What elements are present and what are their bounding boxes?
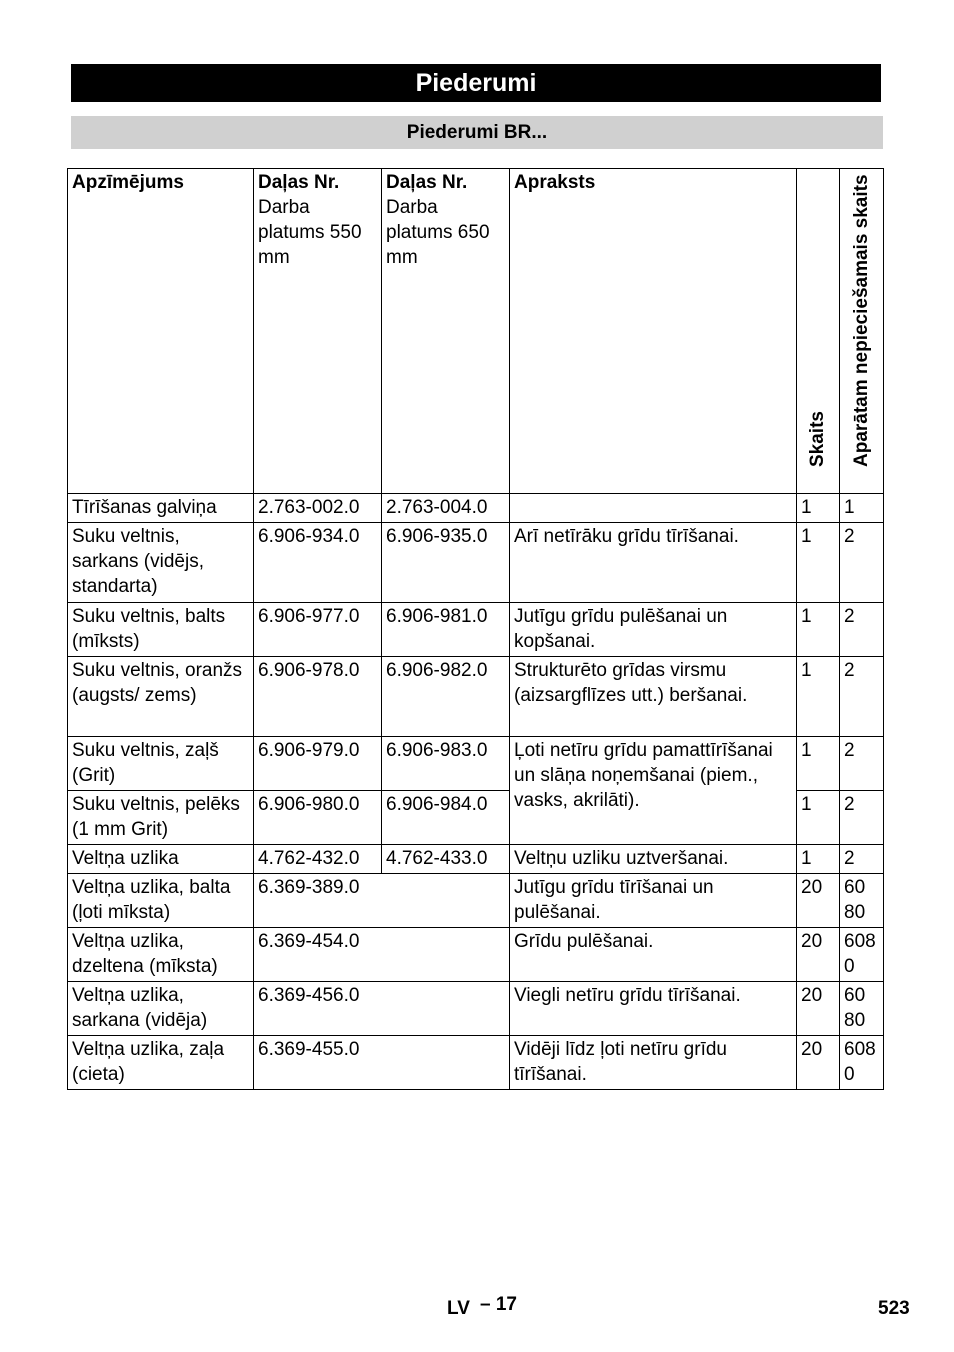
footer-local-page: – 17: [480, 1294, 517, 1315]
cell-part-550: 4.762-432.0: [254, 845, 382, 874]
cell-quantity: 20: [797, 874, 840, 928]
footer-language: LV: [447, 1298, 470, 1319]
cell-required: 2: [840, 737, 884, 791]
cell-description: [510, 494, 797, 523]
cell-part-650: 6.906-982.0: [382, 657, 510, 737]
table-row: [68, 657, 884, 737]
cell-part-550: 6.906-934.0: [254, 523, 382, 603]
cell-name: Veltņa uzlika, sarkana (vidēja): [68, 982, 254, 1036]
cell-required: 2: [840, 791, 884, 845]
cell-name: Veltņa uzlika, dzeltena (mīksta): [68, 928, 254, 982]
cell-part-650: 6.906-935.0: [382, 523, 510, 603]
cell-quantity: 20: [797, 982, 840, 1036]
cell-quantity: 1: [797, 494, 840, 523]
cell-part: 6.369-455.0: [254, 1036, 510, 1090]
cell-part-650: 4.762-433.0: [382, 845, 510, 874]
cell-part-550: 6.906-978.0: [254, 657, 382, 737]
cell-quantity: 20: [797, 928, 840, 982]
cell-part-550: 6.906-980.0: [254, 791, 382, 845]
cell-part: 6.369-456.0: [254, 982, 510, 1036]
cell-quantity: 1: [797, 657, 840, 737]
cell-description: Jutīgu grīdu tīrīšanai un pulēšanai.: [510, 874, 797, 928]
table-row: [68, 494, 884, 523]
cell-quantity: 1: [797, 845, 840, 874]
cell-quantity: 1: [797, 737, 840, 791]
table-row: [68, 1036, 884, 1090]
cell-part-550: 6.906-977.0: [254, 603, 382, 657]
table-row: [68, 845, 884, 874]
table-row: [68, 603, 884, 657]
table-header-row: [68, 169, 884, 494]
cell-part-550: 2.763-002.0: [254, 494, 382, 523]
cell-description: Arī netīrāku grīdu tīrīšanai.: [510, 523, 797, 603]
cell-required: 2: [840, 657, 884, 737]
cell-name: Veltņa uzlika: [68, 845, 254, 874]
cell-description: Viegli netīru grīdu tīrīšanai.: [510, 982, 797, 1036]
table-row: [68, 874, 884, 928]
cell-name: Veltņa uzlika, balta (ļoti mīksta): [68, 874, 254, 928]
header-required-quantity: Aparātam nepieciešamais skaits: [840, 169, 884, 494]
cell-part: 6.369-454.0: [254, 928, 510, 982]
accessories-table: [67, 168, 884, 1090]
cell-part-650: 6.906-984.0: [382, 791, 510, 845]
cell-name: Suku veltnis, sarkans (vidējs, standarta): [68, 523, 254, 603]
cell-required: 2: [840, 603, 884, 657]
cell-required: 60 80: [840, 874, 884, 928]
cell-name: Suku veltnis, zaļš (Grit): [68, 737, 254, 791]
table-row: [68, 982, 884, 1036]
cell-part-650: 6.906-983.0: [382, 737, 510, 791]
header-description: Apraksts: [510, 169, 797, 494]
cell-name: Suku veltnis, balts (mīksts): [68, 603, 254, 657]
cell-part: 6.369-389.0: [254, 874, 510, 928]
table-row: [68, 523, 884, 603]
cell-part-550: 6.906-979.0: [254, 737, 382, 791]
header-quantity: Skaits: [797, 169, 840, 494]
cell-quantity: 1: [797, 791, 840, 845]
cell-required: 60 80: [840, 982, 884, 1036]
page-title: Piederumi: [71, 64, 881, 102]
cell-required: 2: [840, 845, 884, 874]
cell-part-650: 6.906-981.0: [382, 603, 510, 657]
cell-required: 2: [840, 523, 884, 603]
cell-name: Suku veltnis, pelēks (1 mm Grit): [68, 791, 254, 845]
section-title: Piederumi BR...: [71, 116, 883, 149]
cell-quantity: 20: [797, 1036, 840, 1090]
cell-name: Tīrīšanas galviņa: [68, 494, 254, 523]
cell-description: Strukturēto grīdas virsmu (aizsargflīzes utt.) beršanai.: [510, 657, 797, 737]
cell-description: Ļoti netīru grīdu pamattīrīšanai un slāņa noņemšanai (piem., vasks, akrilāti).: [510, 737, 797, 845]
cell-required: 1: [840, 494, 884, 523]
cell-description: Vidēji līdz ļoti netīru grīdu tīrīšanai.: [510, 1036, 797, 1090]
cell-name: Suku veltnis, oranžs (augsts/ zems): [68, 657, 254, 737]
cell-required: 608 0: [840, 928, 884, 982]
cell-quantity: 1: [797, 523, 840, 603]
cell-description: Grīdu pulēšanai.: [510, 928, 797, 982]
cell-quantity: 1: [797, 603, 840, 657]
cell-description: Jutīgu grīdu pulēšanai un kopšanai.: [510, 603, 797, 657]
header-part-650: Daļas Nr. Darba platums 650 mm: [382, 169, 510, 494]
table-row: [68, 928, 884, 982]
cell-required: 608 0: [840, 1036, 884, 1090]
cell-name: Veltņa uzlika, zaļa (cieta): [68, 1036, 254, 1090]
table-row: [68, 737, 884, 791]
cell-description: Veltņu uzliku uztveršanai.: [510, 845, 797, 874]
page-number: 523: [878, 1298, 910, 1319]
header-part-550: Daļas Nr. Darba platums 550 mm: [254, 169, 382, 494]
cell-part-650: 2.763-004.0: [382, 494, 510, 523]
header-designation: Apzīmējums: [68, 169, 254, 494]
